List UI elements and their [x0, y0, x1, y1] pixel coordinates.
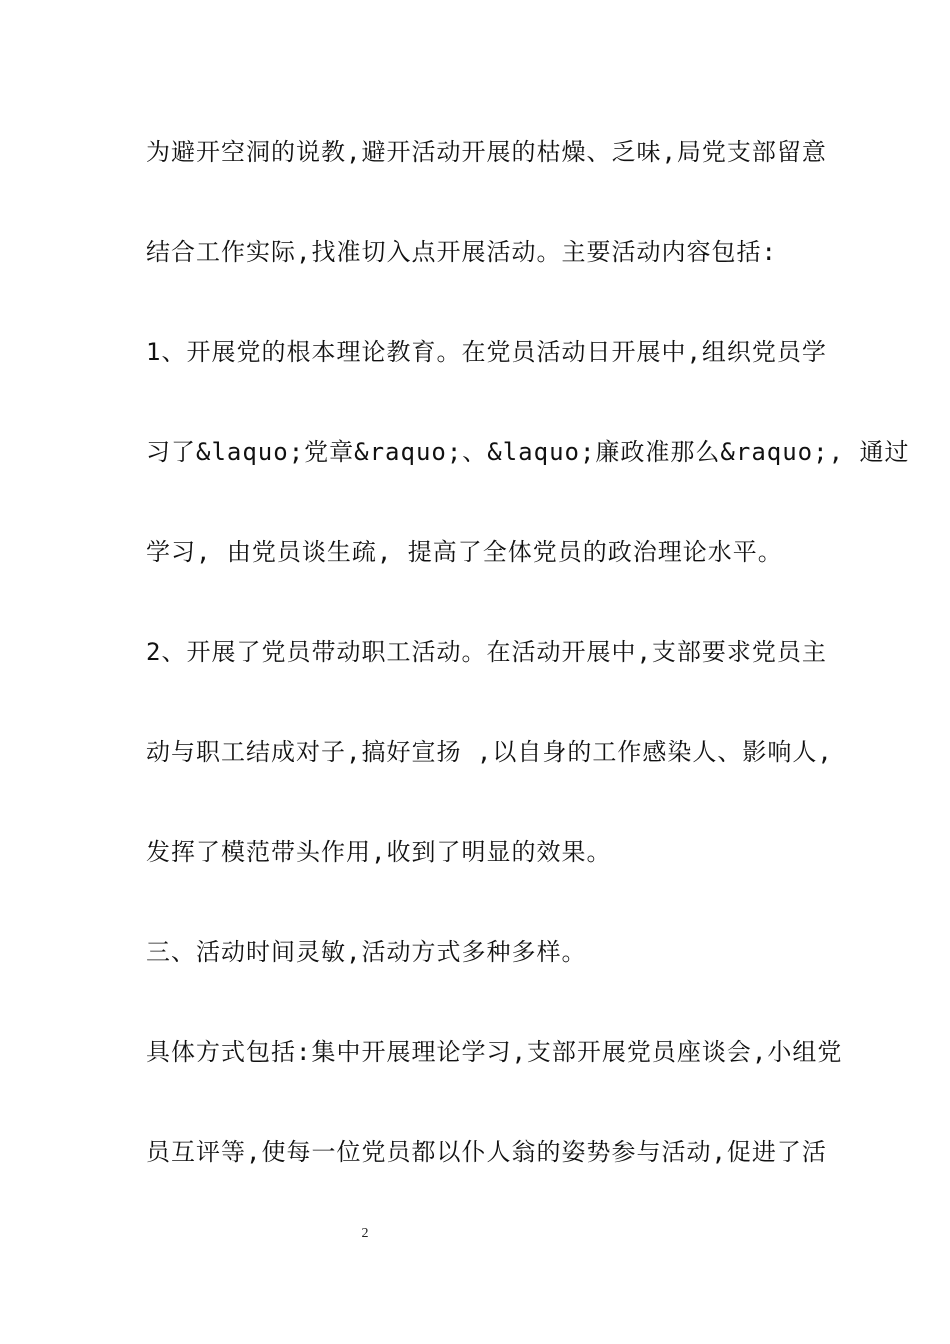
- text-line-2: 结合工作实际,找准切入点开展活动。主要活动内容包括:: [146, 238, 777, 266]
- text-line-7: 动与职工结成对子,搞好宣扬 ,以自身的工作感染人、影响人,: [146, 738, 833, 766]
- text-line-3: 1、开展党的根本理论教育。在党员活动日开展中,组织党员学: [146, 338, 827, 366]
- text-line-11: 员互评等,使每一位党员都以仆人翁的姿势参与活动,促进了活: [146, 1138, 827, 1166]
- text-line-5: 学习, 由党员谈生疏, 提高了全体党员的政治理论水平。: [146, 538, 783, 566]
- text-line-1: 为避开空洞的说教,避开活动开展的枯燥、乏味,局党支部留意: [146, 138, 827, 166]
- text-line-8: 发挥了模范带头作用,收到了明显的效果。: [146, 838, 612, 866]
- page-number: 2: [361, 1226, 369, 1241]
- text-line-10: 具体方式包括:集中开展理论学习,支部开展党员座谈会,小组党: [146, 1038, 843, 1066]
- text-line-4: 习了&laquo;党章&raquo;、&laquo;廉政准那么&raquo;, 通过: [146, 438, 910, 466]
- text-line-9: 三、活动时间灵敏,活动方式多种多样。: [146, 938, 587, 966]
- text-line-6: 2、开展了党员带动职工活动。在活动开展中,支部要求党员主: [146, 638, 827, 666]
